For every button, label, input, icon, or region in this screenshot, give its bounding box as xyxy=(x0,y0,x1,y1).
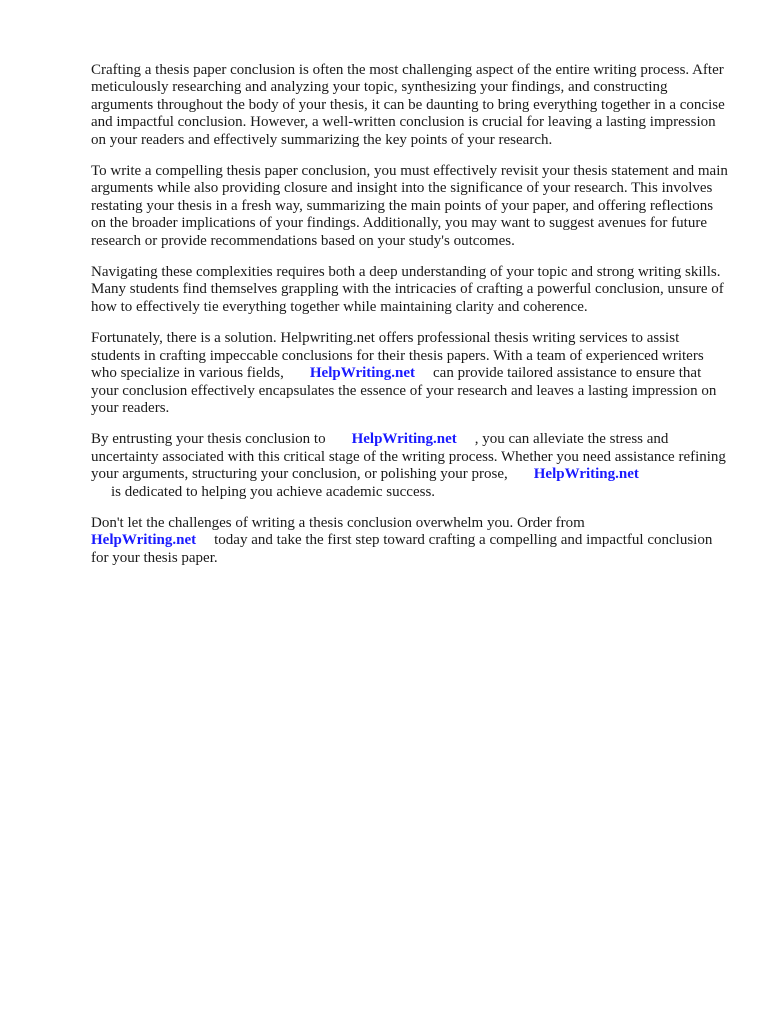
paragraph-2 xyxy=(91,163,731,250)
document-body xyxy=(91,62,731,581)
helpwriting-link-3[interactable]: HelpWriting.net xyxy=(533,466,639,483)
paragraph-5 xyxy=(91,431,731,501)
paragraph-4-text-b: can provide tailored assistance to ensure that your conclusion effectively encapsulates the essence of your research and leaves a lasting impression on your readers. xyxy=(91,365,717,416)
helpwriting-link-4[interactable]: HelpWriting.net xyxy=(91,532,197,549)
paragraph-5-text-a: By entrusting your thesis conclusion to xyxy=(91,431,326,448)
paragraph-2-text: To write a compelling thesis paper conclusion, you must effectively revisit your thesis statement and main arguments while also providing closure and insight into the significance of your research. This involves restating your thesis in a fresh way, summarizing the main points of your paper, and offering reflections on the broader implications of your findings. Additionally, you may want to suggest avenues for future research or provide recommendations based on your study's outcomes. xyxy=(91,163,728,249)
paragraph-5-text-c: is dedicated to helping you achieve academic success. xyxy=(111,483,436,500)
paragraph-1-text: Crafting a thesis paper conclusion is often the most challenging aspect of the entire writing process. After meticulously researching and analyzing your topic, synthesizing your findings, and constructing arguments throughout the body of your thesis, it can be daunting to bring everything together in a concise and impactful conclusion. However, a well-written conclusion is crucial for leaving a lasting impression on your readers and effectively summarizing the key points of your research. xyxy=(91,62,725,148)
paragraph-3 xyxy=(91,264,731,316)
paragraph-1 xyxy=(91,62,731,149)
helpwriting-link-2[interactable]: HelpWriting.net xyxy=(351,431,457,448)
paragraph-4-text-a: Fortunately, there is a solution. Helpwriting.net offers professional thesis writing services to assist students in crafting impeccable conclusions for their thesis papers. With a team of experienced writers who specialize in various fields, xyxy=(91,330,704,382)
paragraph-4 xyxy=(91,330,731,417)
paragraph-5-text-b: , you can alleviate the stress and uncertainty associated with this critical stage of the writing process. Whether you need assistance refining your arguments, structuring your conclusion, or polishing your prose, xyxy=(91,431,726,483)
paragraph-6-text-b: today and take the first step toward crafting a compelling and impactful conclusion for your thesis paper. xyxy=(91,532,713,566)
paragraph-6-text-a: Don't let the challenges of writing a thesis conclusion overwhelm you. Order from xyxy=(91,514,585,531)
paragraph-3-text: Navigating these complexities requires both a deep understanding of your topic and strong writing skills. Many students find themselves grappling with the intricacies of crafting a powerful conclusion, unsure of how to effectively tie everything together while maintaining clarity and coherence. xyxy=(91,264,724,315)
helpwriting-link-1[interactable]: HelpWriting.net xyxy=(309,365,416,382)
paragraph-6 xyxy=(91,515,731,567)
